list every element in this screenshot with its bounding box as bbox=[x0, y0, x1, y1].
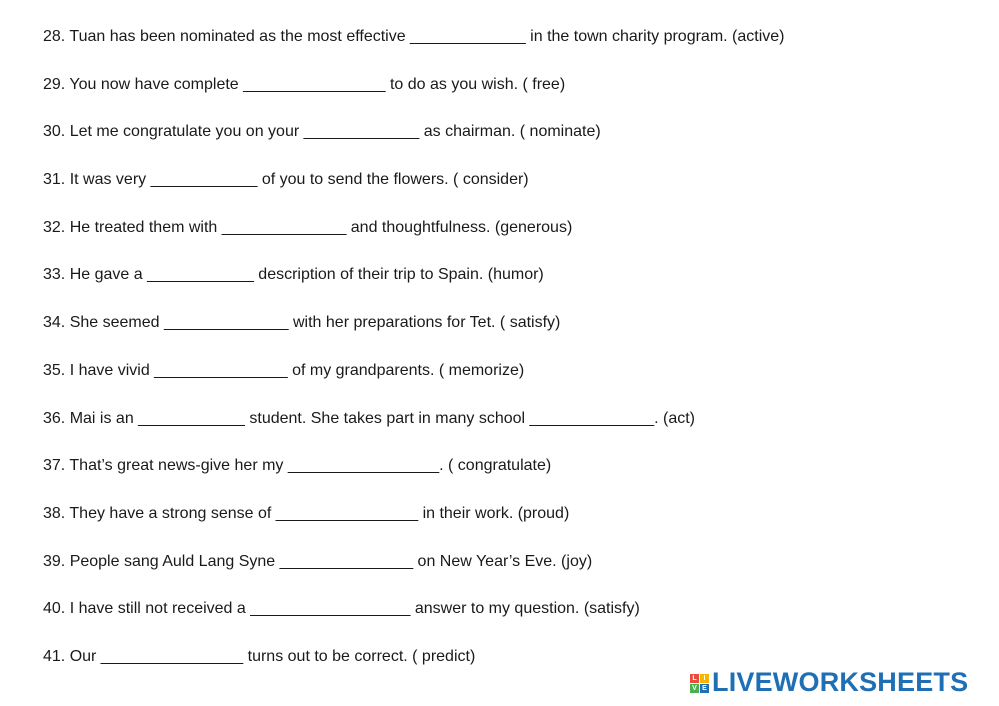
question-36: 36. Mai is an ____________ student. She takes part in many school ______________. (act) bbox=[43, 409, 696, 427]
question-31: 31. It was very ____________ of you to send the flowers. ( consider) bbox=[43, 171, 529, 189]
logo-text: LIVEWORKSHEETS bbox=[712, 666, 969, 697]
question-33: 33. He gave a ____________ description of their trip to Spain. (humor) bbox=[43, 266, 544, 284]
question-37: 37. That’s great news-give her my _________________. ( congratulate) bbox=[43, 457, 552, 475]
liveworksheets-logo bbox=[690, 666, 968, 698]
question-30: 30. Let me congratulate you on your _____________ as chairman. ( nominate) bbox=[43, 123, 601, 141]
question-39: 39. People sang Auld Lang Syne _______________ on New Year’s Eve. (joy) bbox=[43, 552, 593, 570]
question-32: 32. He treated them with ______________ and thoughtfulness. (generous) bbox=[43, 218, 573, 236]
question-40: 40. I have still not received a __________________ answer to my question. (satisfy) bbox=[43, 600, 640, 618]
question-35: 35. I have vivid _______________ of my grandparents. ( memorize) bbox=[43, 361, 525, 379]
question-34: 34. She seemed ______________ with her preparations for Tet. ( satisfy) bbox=[43, 314, 561, 332]
logo-mark-i: I bbox=[700, 674, 709, 683]
question-41: 41. Our ________________ turns out to be correct. ( predict) bbox=[43, 647, 476, 665]
worksheet-body bbox=[43, 26, 983, 694]
question-29: 29. You now have complete ________________ to do as you wish. ( free) bbox=[43, 75, 566, 93]
logo-mark-l: L bbox=[690, 674, 699, 683]
question-28: 28. Tuan has been nominated as the most effective _____________ in the town charity program. (active) bbox=[43, 28, 785, 45]
logo-mark-e: E bbox=[700, 684, 709, 693]
logo-mark-v: V bbox=[690, 684, 699, 693]
question-38: 38. They have a strong sense of ________________ in their work. (proud) bbox=[43, 504, 570, 522]
liveworksheets-logo-icon bbox=[690, 674, 709, 693]
